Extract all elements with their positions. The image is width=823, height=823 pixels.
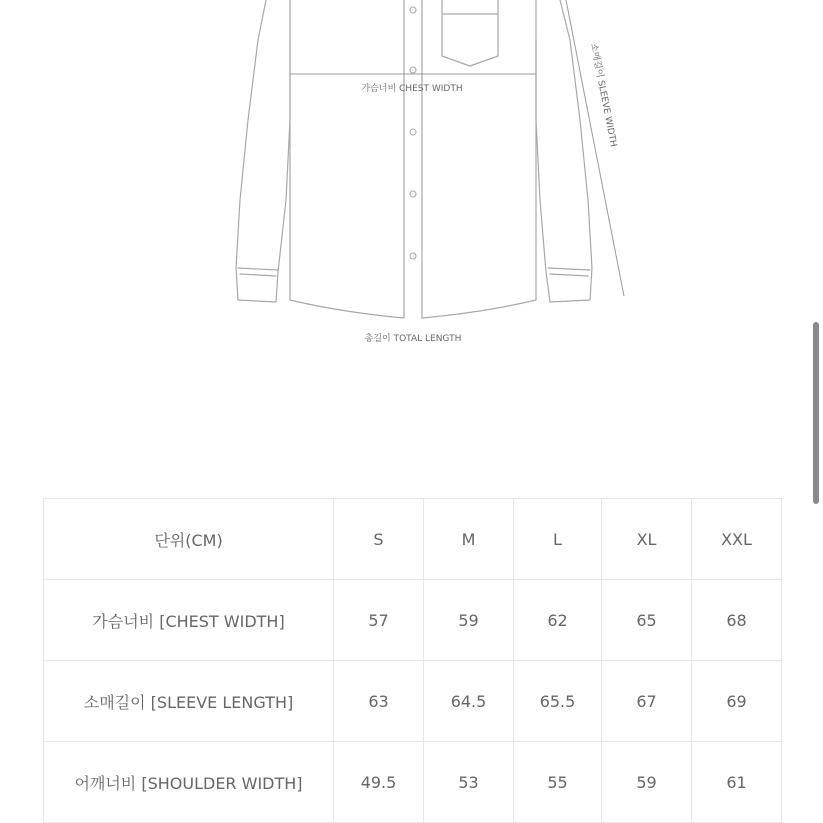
- table-cell: 55: [514, 742, 602, 823]
- table-row: [44, 742, 782, 823]
- scrollbar-thumb[interactable]: [813, 322, 819, 504]
- header-size-l: L: [514, 499, 602, 580]
- table-cell: 68: [692, 580, 782, 661]
- table-header-row: [44, 499, 782, 580]
- row-label: 소매길이 [SLEEVE LENGTH]: [44, 661, 334, 742]
- header-size-xl: XL: [602, 499, 692, 580]
- table-row: [44, 580, 782, 661]
- table-cell: 67: [602, 661, 692, 742]
- row-label: 가슴너비 [CHEST WIDTH]: [44, 580, 334, 661]
- table-cell: 53: [424, 742, 514, 823]
- table-cell: 63: [334, 661, 424, 742]
- sleeve-length-label: 소매길이 SLEEVE WIDTH: [588, 42, 618, 148]
- header-unit: 단위(CM): [44, 499, 334, 580]
- size-table: [43, 498, 782, 823]
- table-cell: 57: [334, 580, 424, 661]
- chest-width-label: 가슴너비 CHEST WIDTH: [361, 84, 463, 94]
- row-label: 어깨너비 [SHOULDER WIDTH]: [44, 742, 334, 823]
- table-cell: 49.5: [334, 742, 424, 823]
- table-cell: 62: [514, 580, 602, 661]
- total-length-label: 총길이 TOTAL LENGTH: [364, 334, 462, 344]
- table-cell: 65.5: [514, 661, 602, 742]
- header-size-s: S: [334, 499, 424, 580]
- table-cell: 59: [602, 742, 692, 823]
- table-cell: 64.5: [424, 661, 514, 742]
- header-size-m: M: [424, 499, 514, 580]
- table-cell: 69: [692, 661, 782, 742]
- table-cell: 61: [692, 742, 782, 823]
- table-cell: 59: [424, 580, 514, 661]
- table-cell: 65: [602, 580, 692, 661]
- header-size-xxl: XXL: [692, 499, 782, 580]
- table-row: [44, 661, 782, 742]
